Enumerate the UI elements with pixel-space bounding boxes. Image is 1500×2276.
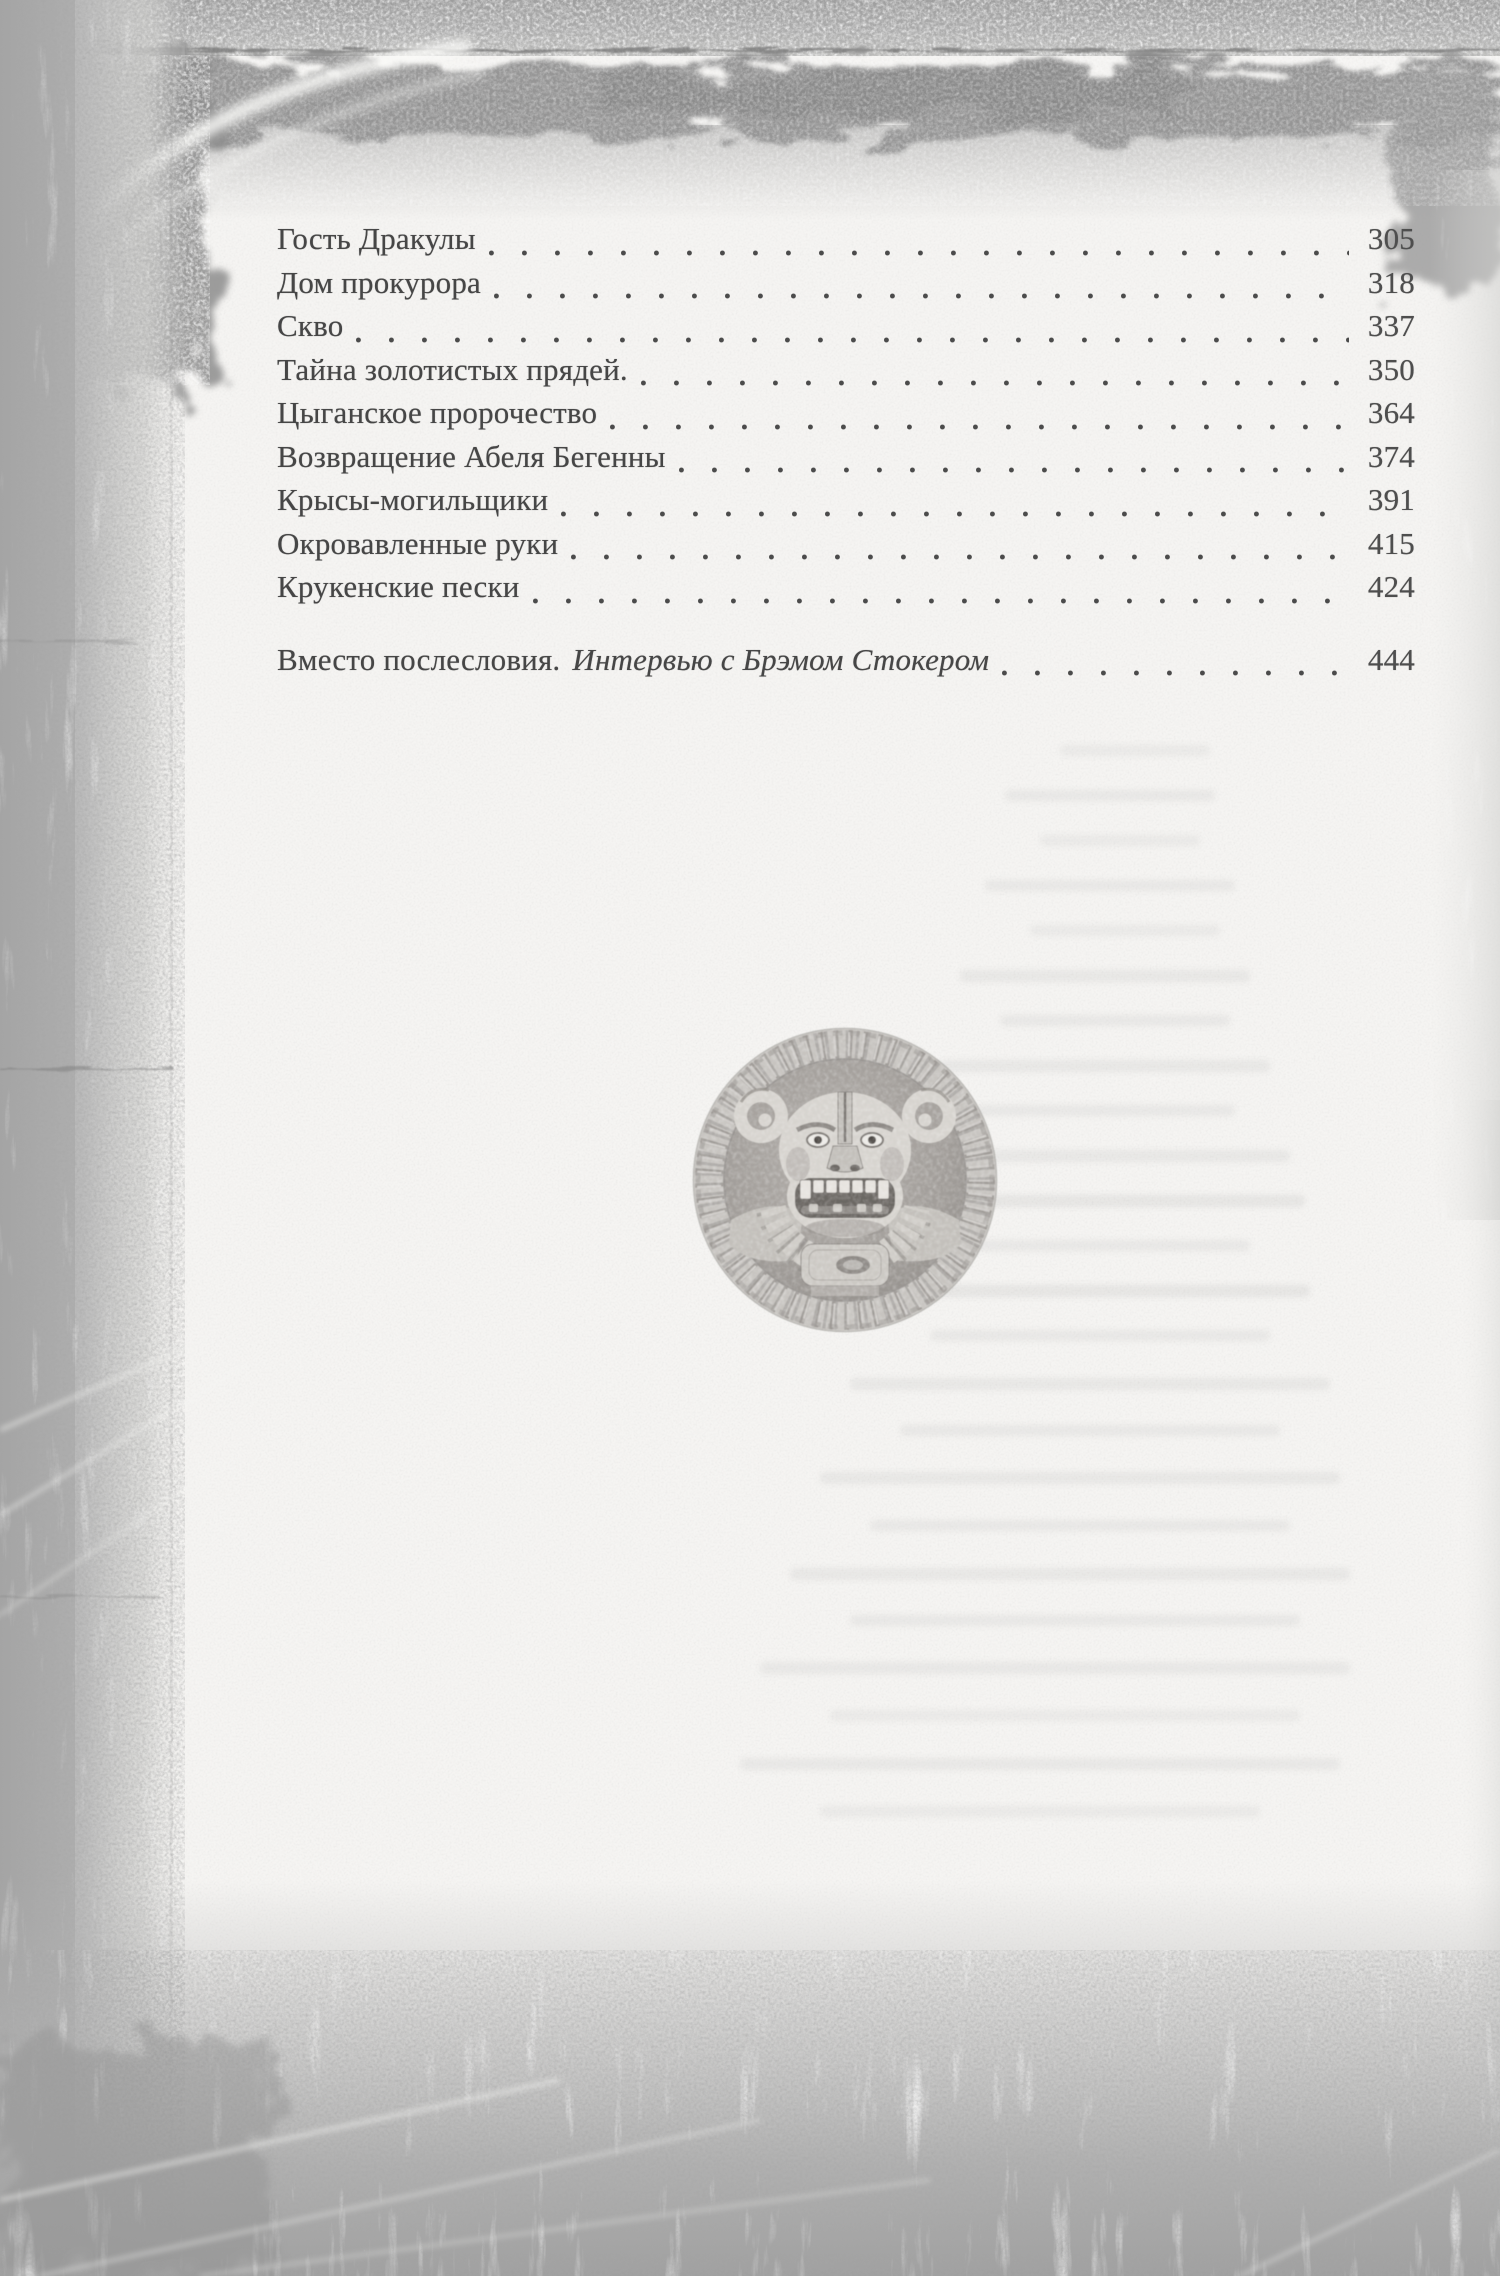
- toc-entry-page-number: 424: [1367, 569, 1415, 604]
- toc-entry-title: Гость Дракулы: [277, 221, 476, 256]
- dot-leader: [641, 380, 1349, 386]
- medallion-image: [683, 1018, 1007, 1342]
- toc-entry-page-number: 364: [1367, 395, 1415, 430]
- toc-row: [277, 439, 1415, 483]
- toc-entry-page-number: 350: [1367, 351, 1415, 387]
- toc-entry-page-number: 318: [1367, 264, 1415, 300]
- dot-leader: [1002, 670, 1349, 676]
- table-of-contents: [277, 221, 1415, 685]
- toc-entry-title: Крысы-могильщики: [277, 482, 549, 517]
- toc-row: [277, 526, 1415, 570]
- toc-entry-page-number: 337: [1367, 308, 1415, 343]
- toc-row: [277, 482, 1415, 526]
- dot-leader: [533, 598, 1349, 604]
- toc-row: [277, 265, 1415, 309]
- toc-entry-page-number: 391: [1367, 482, 1415, 517]
- toc-afterword-row: [277, 642, 1415, 686]
- dot-leader: [494, 293, 1349, 299]
- dot-leader: [610, 424, 1349, 430]
- toc-row: [277, 352, 1415, 396]
- dot-leader: [571, 554, 1349, 560]
- toc-entry-page-number: 374: [1367, 438, 1415, 474]
- toc-entry-page-number: 415: [1367, 525, 1415, 561]
- dot-leader: [356, 337, 1349, 343]
- toc-entry-page-number: 444: [1367, 641, 1415, 677]
- toc-entry-title: Крукенские пески: [277, 569, 520, 604]
- toc-entry-title: Скво: [277, 308, 344, 343]
- afterword-prefix: Вместо послесловия.: [277, 641, 561, 677]
- toc-row: [277, 569, 1415, 613]
- bottom-border-texture: [0, 1880, 1500, 2276]
- toc-entry-page-number: 305: [1367, 221, 1415, 256]
- toc-entry-title: Возвращение Абеля Бегенны: [277, 438, 666, 474]
- toc-row: [277, 308, 1415, 352]
- dot-leader: [561, 511, 1349, 517]
- dot-leader: [679, 467, 1349, 473]
- toc-row: [277, 221, 1415, 265]
- toc-entry-title: Тайна золотистых прядей.: [277, 351, 628, 387]
- toc-row: [277, 395, 1415, 439]
- toc-entry-title: Окровавленные руки: [277, 525, 559, 561]
- dot-leader: [489, 250, 1349, 256]
- toc-entry-title: Дом прокурора: [277, 264, 481, 300]
- afterword-title-italic: Интервью с Брэмом Стокером: [572, 641, 990, 677]
- toc-entry-title: Цыганское пророчество: [277, 395, 598, 430]
